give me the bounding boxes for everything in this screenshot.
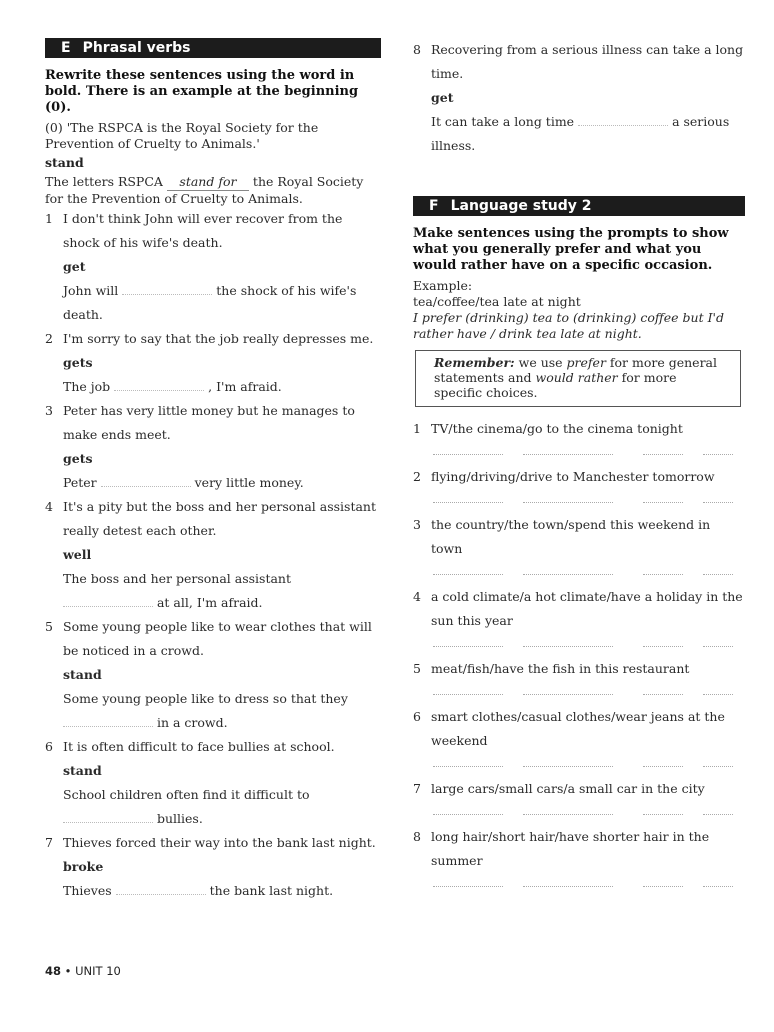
example-answer: I prefer (drinking) tea to (drinking) coffee but I'd rather have / drink tea late at night. <box>413 310 724 341</box>
item-number: 3 <box>45 403 53 418</box>
item-sentence: It's a pity but the boss and her personal assistant really detest each other. <box>63 499 377 538</box>
prompt-number: 7 <box>413 781 421 796</box>
item-answer <box>413 110 745 158</box>
item-number: 1 <box>45 211 53 226</box>
answer-before: Some young people like to dress so that they <box>63 691 348 706</box>
item-key-word: gets <box>63 451 93 466</box>
item-sentence-row <box>45 327 381 351</box>
item-answer <box>45 687 381 735</box>
prompt-number: 4 <box>413 589 421 604</box>
item-sentence-row <box>45 735 381 759</box>
prompt-item <box>413 585 745 657</box>
example-item <box>45 120 381 207</box>
item-key-word: get <box>431 90 454 105</box>
answer-after: bullies. <box>156 811 203 826</box>
prompt-number: 6 <box>413 709 421 724</box>
example-answer-after: the Royal Society for the Prevention of Cruelty to Animals. <box>45 174 364 206</box>
prompt-text: large cars/small cars/a small car in the city <box>431 781 705 796</box>
answer-gap[interactable] <box>578 113 668 126</box>
prompt-number: 2 <box>413 469 421 484</box>
prompt-row <box>413 825 745 873</box>
prompt-text: a cold climate/a hot climate/have a holiday in the sun this year <box>431 589 743 628</box>
answer-after: the shock of his wife's death. <box>63 283 357 322</box>
item-key-word: gets <box>63 355 93 370</box>
exercise-item <box>413 38 745 158</box>
item-sentence-row <box>45 399 381 447</box>
answer-gap[interactable] <box>101 474 191 487</box>
exercise-e-items-continued <box>413 38 745 158</box>
answer-before: John will <box>63 283 119 298</box>
example-number: (0) <box>45 120 63 135</box>
answer-line[interactable] <box>413 801 745 825</box>
remember-label: Remember: <box>434 355 515 370</box>
answer-before: School children often find it difficult to <box>63 787 310 802</box>
item-sentence-row <box>45 207 381 255</box>
item-number: 4 <box>45 499 53 514</box>
prompt-row <box>413 417 745 441</box>
answer-before: It can take a long time <box>431 114 575 129</box>
item-number: 2 <box>45 331 53 346</box>
answer-line[interactable] <box>413 489 745 513</box>
item-answer <box>45 375 381 399</box>
answer-line[interactable] <box>413 561 745 585</box>
item-answer <box>45 879 381 903</box>
answer-gap[interactable] <box>116 882 206 895</box>
footer-separator: • <box>64 964 72 978</box>
prompt-row <box>413 777 745 801</box>
left-column <box>45 38 381 903</box>
item-answer <box>45 567 381 615</box>
item-sentence: Recovering from a serious illness can take a long time. <box>431 42 744 81</box>
item-sentence: Some young people like to wear clothes that will be noticed in a crowd. <box>63 619 372 658</box>
prompt-text: flying/driving/drive to Manchester tomorrow <box>431 469 715 484</box>
item-number: 5 <box>45 619 53 634</box>
answer-after: the bank last night. <box>209 883 334 898</box>
item-number: 8 <box>413 42 421 57</box>
answer-line[interactable] <box>413 873 745 897</box>
answer-gap[interactable] <box>63 594 153 607</box>
item-sentence: Thieves forced their way into the bank last night. <box>63 835 376 850</box>
prompt-item <box>413 465 745 513</box>
exercise-item <box>45 207 381 327</box>
answer-gap[interactable] <box>63 714 153 727</box>
answer-after: very little money. <box>194 475 304 490</box>
item-sentence-row <box>45 495 381 543</box>
answer-before: Thieves <box>63 883 112 898</box>
example-sentence: 'The RSPCA is the Royal Society for the Prevention of Cruelty to Animals.' <box>45 120 319 151</box>
prompt-item <box>413 657 745 705</box>
section-f-instruction: Make sentences using the prompts to show what you generally prefer and what you would rather have on a specific occasion. <box>413 226 729 273</box>
prompt-number: 3 <box>413 517 421 532</box>
answer-gap[interactable] <box>63 810 153 823</box>
item-sentence: I'm sorry to say that the job really depresses me. <box>63 331 374 346</box>
prompt-number: 5 <box>413 661 421 676</box>
prompt-number: 1 <box>413 421 421 436</box>
prompt-number: 8 <box>413 829 421 844</box>
section-f-letter: F <box>429 198 439 214</box>
right-column <box>413 38 745 897</box>
answer-line[interactable] <box>413 753 745 777</box>
prompt-text: smart clothes/casual clothes/wear jeans at the weekend <box>431 709 725 748</box>
example-prompt: tea/coffee/tea late at night <box>413 294 581 309</box>
item-sentence: Peter has very little money but he manages to make ends meet. <box>63 403 355 442</box>
example-label: Example: <box>413 278 473 293</box>
item-sentence: I don't think John will ever recover from the shock of his wife's death. <box>63 211 343 250</box>
prompt-text: meat/fish/have the fish in this restaurant <box>431 661 690 676</box>
exercise-item <box>45 735 381 831</box>
item-sentence-row <box>413 38 745 86</box>
answer-before: The job <box>63 379 111 394</box>
prompt-text: long hair/short hair/have shorter hair in the summer <box>431 829 710 868</box>
item-sentence-row <box>45 615 381 663</box>
answer-line[interactable] <box>413 681 745 705</box>
exercise-item <box>45 495 381 615</box>
prompt-item <box>413 777 745 825</box>
section-f-header <box>413 196 745 216</box>
answer-after: at all, I'm afraid. <box>156 595 263 610</box>
answer-after: a serious illness. <box>431 114 730 153</box>
item-key-word: stand <box>63 763 102 778</box>
answer-before: The boss and her personal assistant <box>63 571 291 586</box>
exercise-f-prompts <box>413 417 745 897</box>
item-number: 6 <box>45 739 53 754</box>
prompt-item <box>413 705 745 777</box>
page-number: 48 <box>45 964 62 978</box>
prompt-row <box>413 705 745 753</box>
remember-text-3: for more specific choices. <box>434 370 677 400</box>
item-sentence-row <box>45 831 381 855</box>
prompt-text: TV/the cinema/go to the cinema tonight <box>431 421 683 436</box>
example-answer-fill: stand for <box>167 174 249 191</box>
answer-line[interactable] <box>413 633 745 657</box>
prompt-text: the country/the town/spend this weekend in town <box>431 517 711 556</box>
item-answer <box>45 471 381 495</box>
remember-text-1: we use <box>518 355 563 370</box>
answer-gap[interactable] <box>114 378 204 391</box>
item-number: 7 <box>45 835 53 850</box>
prompt-item <box>413 513 745 585</box>
exercise-item <box>45 327 381 399</box>
unit-label: UNIT 10 <box>75 964 121 978</box>
prompt-row <box>413 465 745 489</box>
item-key-word: broke <box>63 859 104 874</box>
example-answer-before: The letters RSPCA <box>45 174 163 189</box>
item-sentence: It is often difficult to face bullies at school. <box>63 739 335 754</box>
prompt-row <box>413 513 745 561</box>
section-f-title: Language study 2 <box>450 198 592 214</box>
remember-box <box>415 350 741 407</box>
prompt-row <box>413 657 745 681</box>
section-e-letter: E <box>61 40 71 56</box>
remember-would-rather: would rather <box>535 370 618 385</box>
item-key-word: get <box>63 259 86 274</box>
answer-gap[interactable] <box>122 282 212 295</box>
section-e-header <box>45 38 381 58</box>
remember-text-2: for more general statements and <box>434 355 718 385</box>
answer-after: in a crowd. <box>156 715 228 730</box>
item-answer <box>45 783 381 831</box>
answer-after: , I'm afraid. <box>208 379 282 394</box>
prompt-item <box>413 825 745 897</box>
exercise-e-items <box>45 207 381 903</box>
item-answer <box>45 279 381 327</box>
prompt-item <box>413 417 745 465</box>
section-e-title: Phrasal verbs <box>82 40 191 56</box>
exercise-item <box>45 831 381 903</box>
prompt-row <box>413 585 745 633</box>
section-e-instruction: Rewrite these sentences using the word in bold. There is an example at the beginning (0). <box>45 68 359 115</box>
exercise-item <box>45 615 381 735</box>
answer-line[interactable] <box>413 441 745 465</box>
answer-before: Peter <box>63 475 97 490</box>
item-key-word: well <box>63 547 92 562</box>
remember-prefer: prefer <box>566 355 606 370</box>
exercise-item <box>45 399 381 495</box>
example-key-word: stand <box>45 155 84 170</box>
page-footer <box>45 964 121 978</box>
item-key-word: stand <box>63 667 102 682</box>
